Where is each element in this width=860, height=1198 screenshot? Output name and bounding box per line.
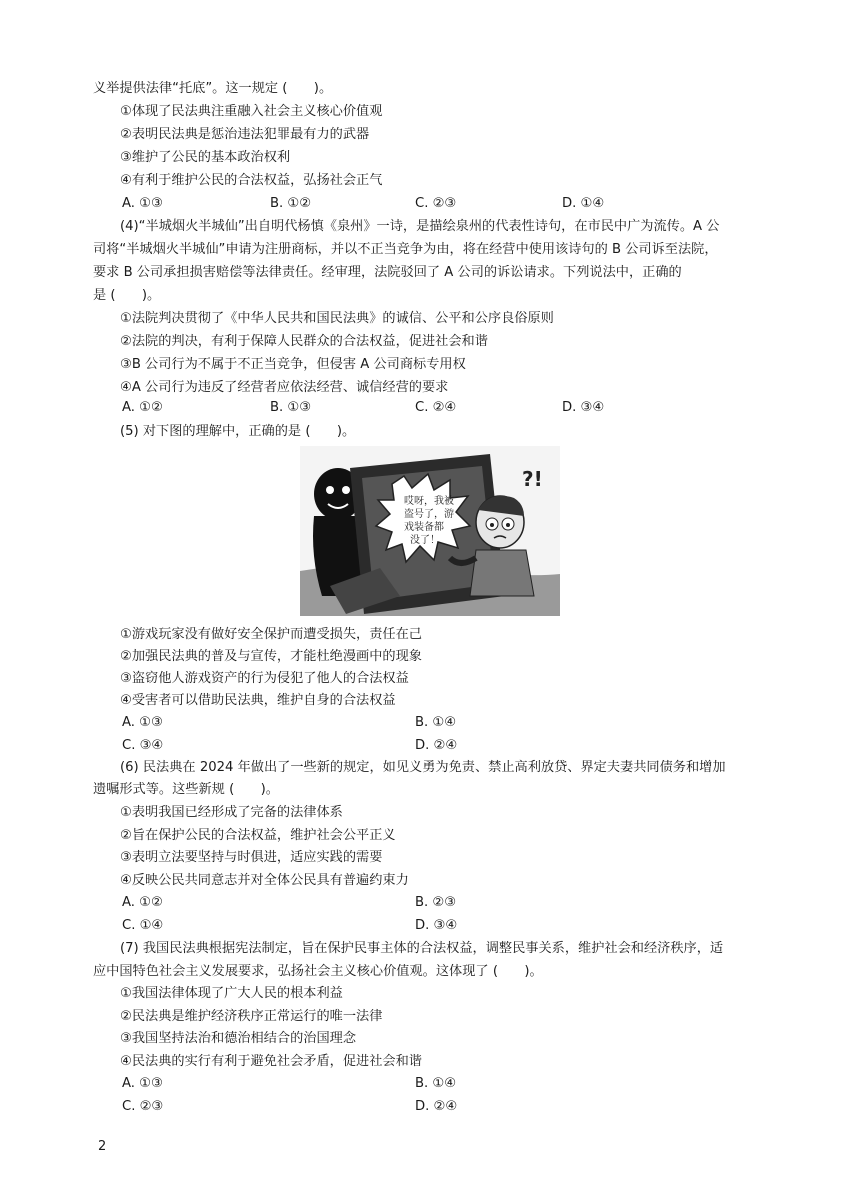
q5-option-3: ③盗窃他人游戏资产的行为侵犯了他人的合法权益: [120, 671, 409, 686]
q5-choice-c: C. ③④: [122, 738, 164, 753]
q7-option-1: ①我国法律体现了广大人民的根本利益: [120, 986, 343, 1001]
q7-choice-c: C. ②③: [122, 1099, 164, 1114]
q7-stem-line-2: 应中国特色社会主义发展要求，弘扬社会主义核心价值观。这体现了 ( )。: [93, 964, 543, 979]
q4-option-1: ①法院判决贯彻了《中华人民共和国民法典》的诚信、公平和公序良俗原则: [120, 311, 554, 326]
q3-choice-b: B. ①②: [270, 196, 312, 211]
q4-choice-b: B. ①③: [270, 400, 312, 415]
q5-option-4: ④受害者可以借助民法典，维护自身的合法权益: [120, 693, 396, 708]
q3-option-3: ③维护了公民的基本政治权利: [120, 150, 291, 165]
q4-stem-line-4: 是 ( )。: [93, 288, 161, 303]
q5-choice-a: A. ①③: [122, 715, 163, 730]
q6-choice-c: C. ①④: [122, 918, 164, 933]
speech-line-2: 盗号了，游: [404, 509, 454, 520]
q7-option-2: ②民法典是维护经济秩序正常运行的唯一法律: [120, 1009, 383, 1024]
q3-choice-a: A. ①③: [122, 196, 163, 211]
q6-stem-line-2: 遗嘱形式等。这些新规 ( )。: [93, 782, 279, 797]
q4-option-2: ②法院的判决，有利于保障人民群众的合法权益，促进社会和谐: [120, 334, 488, 349]
q4-choice-d: D. ③④: [562, 400, 605, 415]
q4-stem-line-3: 要求 B 公司承担损害赔偿等法律责任。经审理，法院驳回了 A 公司的诉讼请求。下列说法中，正确的: [93, 265, 682, 280]
speech-line-3: 戏装备都: [404, 522, 444, 533]
page-number: 2: [98, 1139, 107, 1154]
svg-text:?!: ?!: [522, 467, 543, 491]
q6-choice-d: D. ③④: [415, 918, 458, 933]
q3-choice-d: D. ①④: [562, 196, 605, 211]
q4-choice-a: A. ①②: [122, 400, 163, 415]
q4-stem-line-2: 司将“半城烟火半城仙”申请为注册商标，并以不正当竞争为由，将在经营中使用该诗句的 B 公司诉至法院，: [93, 242, 718, 257]
q3-stem: 义举提供法律“托底”。这一规定 ( )。: [93, 81, 333, 96]
q7-choice-b: B. ①④: [415, 1076, 457, 1091]
q6-option-4: ④反映公民共同意志并对全体公民具有普遍约束力: [120, 873, 409, 888]
q6-choice-a: A. ①②: [122, 895, 163, 910]
cartoon-svg: [300, 446, 560, 616]
q7-option-3: ③我国坚持法治和德治相结合的治国理念: [120, 1031, 357, 1046]
q5-option-2: ②加强民法典的普及与宣传，才能杜绝漫画中的现象: [120, 649, 422, 664]
q7-choice-d: D. ②④: [415, 1099, 458, 1114]
q6-choice-b: B. ②③: [415, 895, 457, 910]
q5-option-1: ①游戏玩家没有做好安全保护而遭受损失，责任在己: [120, 627, 422, 642]
q7-choice-a: A. ①③: [122, 1076, 163, 1091]
q6-option-2: ②旨在保护公民的合法权益，维护社会公平正义: [120, 828, 396, 843]
q5-choice-d: D. ②④: [415, 738, 458, 753]
q5-stem: (5) 对下图的理解中，正确的是 ( )。: [120, 424, 356, 439]
q3-choice-c: C. ②③: [415, 196, 457, 211]
q4-option-4: ④A 公司行为违反了经营者应依法经营、诚信经营的要求: [120, 380, 449, 395]
q7-option-4: ④民法典的实行有利于避免社会矛盾，促进社会和谐: [120, 1054, 422, 1069]
q4-choice-c: C. ②④: [415, 400, 457, 415]
q5-choice-b: B. ①④: [415, 715, 457, 730]
q6-option-1: ①表明我国已经形成了完备的法律体系: [120, 805, 343, 820]
q3-option-2: ②表明民法典是惩治违法犯罪最有力的武器: [120, 127, 370, 142]
q3-option-1: ①体现了民法典注重融入社会主义核心价值观: [120, 104, 383, 119]
q3-option-4: ④有利于维护公民的合法权益，弘扬社会正气: [120, 173, 383, 188]
q7-stem-line-1: (7) 我国民法典根据宪法制定，旨在保护民事主体的合法权益，调整民事关系，维护社会和经济秩序，适: [120, 941, 724, 956]
speech-line-4: 没了！: [410, 535, 440, 546]
cartoon-illustration: [300, 446, 560, 616]
q6-option-3: ③表明立法要坚持与时俱进，适应实践的需要: [120, 850, 383, 865]
speech-line-1: 哎呀，我被: [404, 496, 454, 507]
q4-stem-line-1: (4)“半城烟火半城仙”出自明代杨慎《泉州》一诗，是描绘泉州的代表性诗句，在市民中广为流传。A 公: [120, 219, 720, 234]
q6-stem-line-1: (6) 民法典在 2024 年做出了一些新的规定，如见义勇为免责、禁止高利放贷、界定夫妻共同债务和增加: [120, 760, 726, 775]
q4-option-3: ③B 公司行为不属于不正当竞争，但侵害 A 公司商标专用权: [120, 357, 466, 372]
